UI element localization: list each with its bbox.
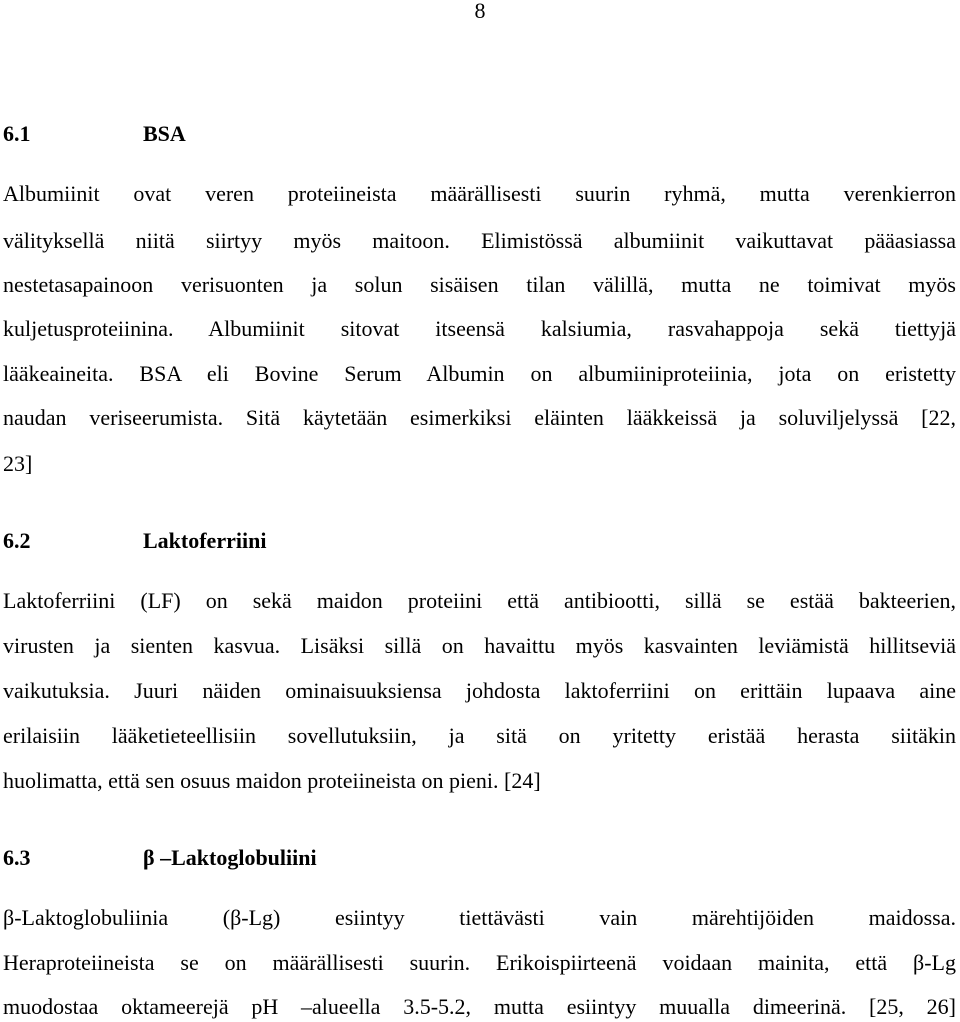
section-heading-bsa	[3, 121, 186, 147]
section-number: 6.1	[3, 121, 31, 146]
paragraph-line: nestetasapainoon verisuonten ja solun sisäisen tilan välillä, mutta ne toimivat myös	[3, 272, 956, 297]
section-number: 6.3	[3, 845, 31, 870]
paragraph-line: Laktoferriini (LF) on sekä maidon proteiini että antibiootti, sillä se estää bakteerien,	[3, 588, 956, 613]
paragraph-line: Albumiinit ovat veren proteiineista määrällisesti suurin ryhmä, mutta verenkierron	[3, 181, 956, 206]
paragraph-line: naudan veriseerumista. Sitä käytetään esimerkiksi eläinten lääkkeissä ja soluviljelyssä [22,	[3, 405, 956, 430]
paragraph-line: β-Laktoglobuliinia (β-Lg) esiintyy tiettävästi vain märehtijöiden maidossa.	[3, 905, 956, 930]
paragraph-line: muodostaa oktameerejä pH –alueella 3.5-5.2, mutta esiintyy muualla dimeerinä. [25, 26]	[3, 994, 956, 1019]
paragraph-line: lääkeaineita. BSA eli Bovine Serum Albumin on albumiiniproteiinia, jota on eristetty	[3, 361, 956, 386]
paragraph-line: 23]	[3, 451, 33, 476]
section-title: β –Laktoglobuliini	[143, 845, 317, 870]
paragraph-line: virusten ja sienten kasvua. Lisäksi sillä on havaittu myös kasvainten leviämistä hillitseviä	[3, 633, 956, 658]
section-number: 6.2	[3, 528, 31, 553]
section-heading-laktoglobuliini	[3, 845, 317, 871]
paragraph-line: vaikutuksia. Juuri näiden ominaisuuksiensa johdosta laktoferriini on erittäin lupaava aine	[3, 678, 956, 703]
paragraph-line: Heraproteiineista se on määrällisesti suurin. Erikoispiirteenä voidaan mainita, että β-Lg	[3, 950, 956, 975]
paragraph-line: erilaisiin lääketieteellisiin sovellutuksiin, ja sitä on yritetty eristää herasta siitäkin	[3, 723, 956, 748]
section-title: BSA	[143, 121, 186, 146]
section-heading-laktoferriini	[3, 528, 266, 554]
paragraph-line: välityksellä niitä siirtyy myös maitoon. Elimistössä albumiinit vaikuttavat pääasiassa	[3, 228, 956, 253]
paragraph-line: huolimatta, että sen osuus maidon proteiineista on pieni. [24]	[3, 768, 541, 793]
page-number: 8	[474, 0, 486, 23]
paragraph-line: kuljetusproteiinina. Albumiinit sitovat itseensä kalsiumia, rasvahappoja sekä tiettyjä	[3, 316, 956, 341]
section-title: Laktoferriini	[143, 528, 267, 553]
